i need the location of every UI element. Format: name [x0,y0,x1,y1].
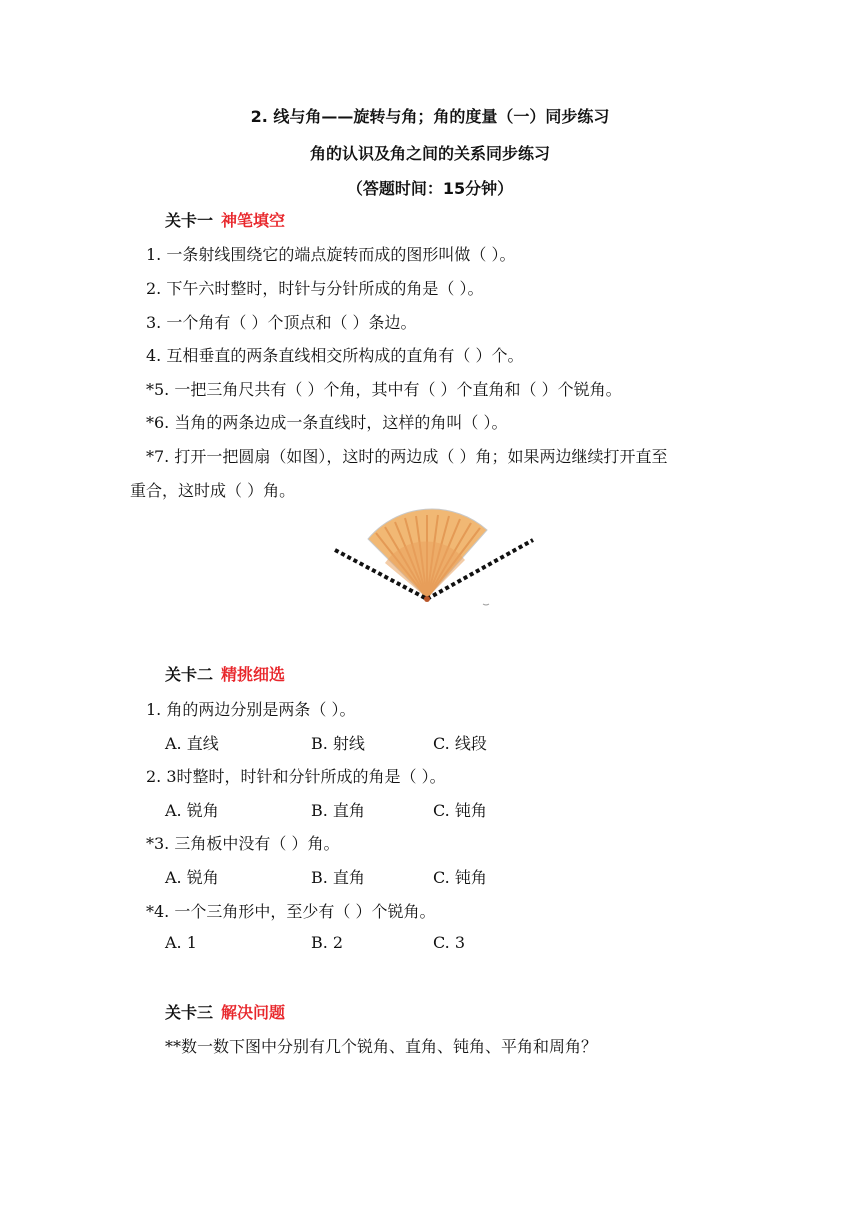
s2-question-4: *4. 一个三角形中，至少有（ ）个锐角。 [146,902,436,921]
section-3-prefix: 关卡三 [165,1003,214,1022]
fan-illustration [325,508,545,613]
s2-question-1: 1. 角的两边分别是两条（ ）。 [146,700,356,719]
section-1-name: 神笔填空 [221,211,286,230]
fan-tassel [483,604,489,605]
s2-q4-option-c: C. 3 [433,933,466,952]
s2-question-3: *3. 三角板中没有（ ）角。 [146,834,340,853]
section-1-heading [165,208,285,231]
page-subtitle: 角的认识及角之间的关系同步练习 [309,144,550,163]
s2-q2-option-a: A. 锐角 [165,801,219,820]
section-2-heading [165,662,285,685]
s2-q3-option-c: C. 钝角 [433,868,487,887]
section-2-name: 精挑细选 [221,665,286,684]
section-3-name: 解决问题 [221,1003,286,1022]
s2-q2-option-b: B. 直角 [311,801,365,820]
s1-question-7-cont: 重合，这时成（ ）角。 [130,481,296,500]
s3-question: **数一数下图中分别有几个锐角、直角、钝角、平角和周角？ [165,1037,598,1056]
time-note: （答题时间：15分钟） [346,179,514,198]
s2-q1-option-c: C. 线段 [433,734,487,753]
s2-question-2: 2. 3时整时，时针和分针所成的角是（ ）。 [146,767,446,786]
page-title: 2. 线与角——旋转与角；角的度量（一）同步练习 [250,107,610,126]
s1-question-2: 2. 下午六时整时，时针与分针所成的角是（ ）。 [146,279,484,298]
fan-pivot [424,596,430,602]
s2-q1-option-a: A. 直线 [165,734,219,753]
section-2-prefix: 关卡二 [165,665,214,684]
s1-question-4: 4. 互相垂直的两条直线相交所构成的直角有（ ）个。 [146,346,524,365]
s1-question-6: *6. 当角的两条边成一条直线时，这样的角叫（ ）。 [146,413,508,432]
s1-question-1: 1. 一条射线围绕它的端点旋转而成的图形叫做（ ）。 [146,245,516,264]
s1-question-7: *7. 打开一把圆扇（如图），这时的两边成（ ）角；如果两边继续打开直至 [146,447,668,466]
s2-q1-option-b: B. 射线 [311,734,365,753]
section-3-heading [165,1000,285,1023]
s2-q4-option-b: B. 2 [311,933,344,952]
s2-q3-option-b: B. 直角 [311,868,365,887]
s1-question-5: *5. 一把三角尺共有（ ）个角，其中有（ ）个直角和（ ）个锐角。 [146,380,622,399]
s2-q4-option-a: A. 1 [165,933,197,952]
s1-question-3: 3. 一个角有（ ）个顶点和（ ）条边。 [146,313,417,332]
s2-q3-option-a: A. 锐角 [165,868,219,887]
section-1-prefix: 关卡一 [165,211,214,230]
s2-q2-option-c: C. 钝角 [433,801,487,820]
